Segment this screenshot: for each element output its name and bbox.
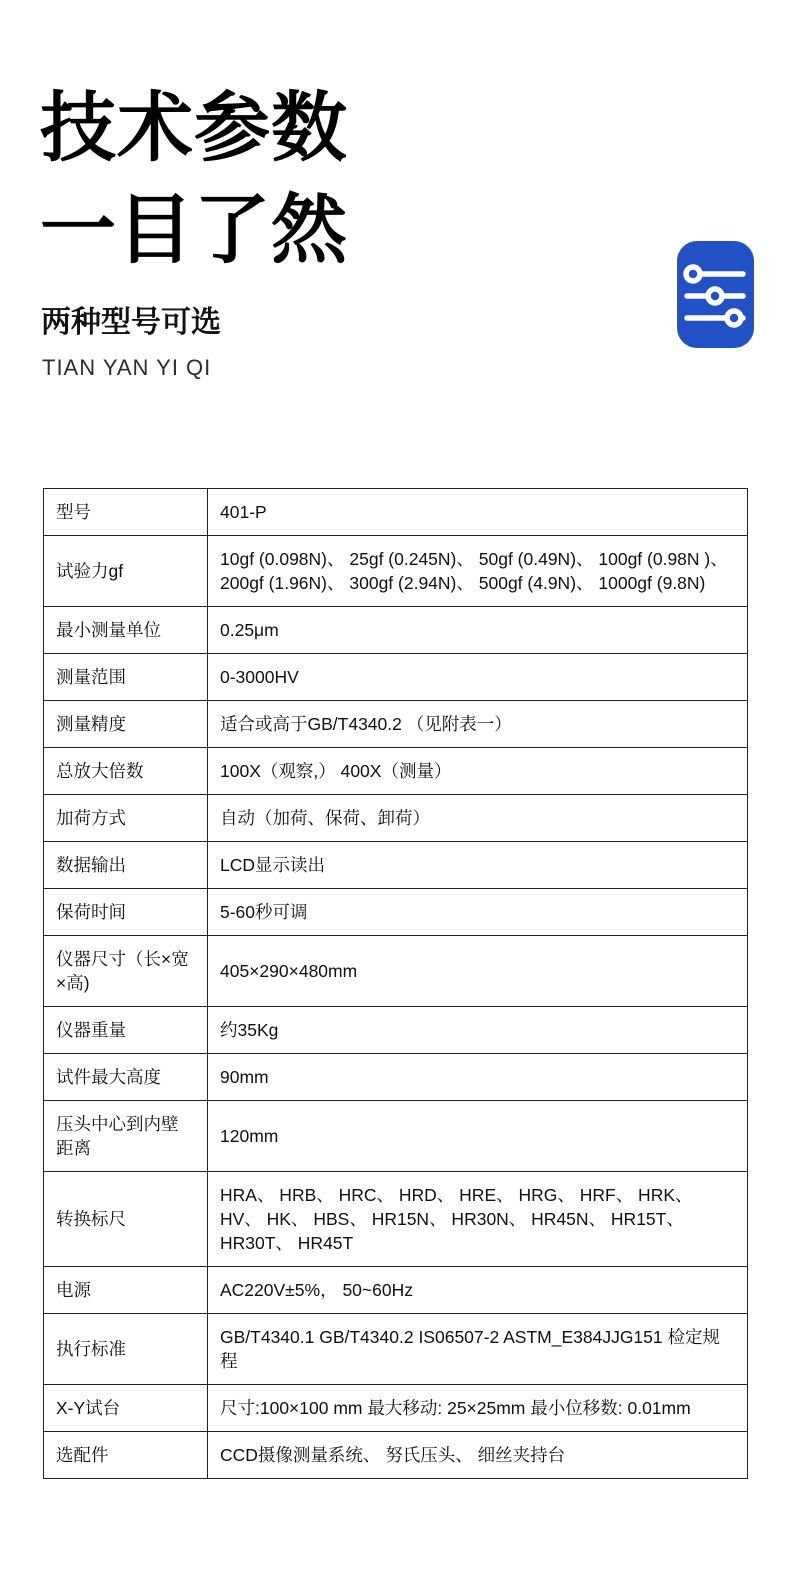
spec-value: AC220V±5%， 50~60Hz: [208, 1267, 748, 1314]
spec-label: 加荷方式: [44, 795, 208, 842]
spec-value: 0.25μm: [208, 607, 748, 654]
table-row: [44, 842, 748, 889]
table-row: [44, 1314, 748, 1385]
spec-label: 仪器尺寸（长×宽×高): [44, 936, 208, 1007]
page-title-line1: 技术参数: [40, 86, 348, 171]
spec-value: LCD显示读出: [208, 842, 748, 889]
table-row: [44, 536, 748, 607]
page-subtitle: 两种型号可选: [41, 306, 221, 339]
page-title: [40, 78, 348, 282]
spec-value: 405×290×480mm: [208, 936, 748, 1007]
spec-label: 数据输出: [44, 842, 208, 889]
spec-value: 401-P: [208, 489, 748, 536]
spec-value: 100X（观察,） 400X（测量）: [208, 748, 748, 795]
spec-label: 测量范围: [44, 654, 208, 701]
spec-value: 120mm: [208, 1101, 748, 1172]
table-row: [44, 1267, 748, 1314]
spec-value: 0-3000HV: [208, 654, 748, 701]
table-row: [44, 654, 748, 701]
spec-value: 尺寸:100×100 mm 最大移动: 25×25mm 最小位移数: 0.01mm: [208, 1385, 748, 1432]
spec-label: 转换标尺: [44, 1172, 208, 1267]
spec-table: [43, 488, 748, 1479]
spec-label: 执行标准: [44, 1314, 208, 1385]
table-row: [44, 1007, 748, 1054]
spec-label: 仪器重量: [44, 1007, 208, 1054]
table-row: [44, 889, 748, 936]
spec-label: 型号: [44, 489, 208, 536]
spec-label: 测量精度: [44, 701, 208, 748]
spec-value: 约35Kg: [208, 1007, 748, 1054]
table-row: [44, 1054, 748, 1101]
table-row: [44, 607, 748, 654]
spec-label: 总放大倍数: [44, 748, 208, 795]
spec-value: HRA、 HRB、 HRC、 HRD、 HRE、 HRG、 HRF、 HRK、 HV、 HK、 HBS、 HR15N、 HR30N、 HR45N、 HR15T、 HR30T、 HR45T: [208, 1172, 748, 1267]
table-row: [44, 795, 748, 842]
spec-label: 电源: [44, 1267, 208, 1314]
table-row: [44, 1385, 748, 1432]
spec-value: 10gf (0.098N)、 25gf (0.245N)、 50gf (0.49N)、 100gf (0.98N )、 200gf (1.96N)、 300gf (2.94N)、 500gf (4.9N)、 1000gf (9.8N): [208, 536, 748, 607]
table-row: [44, 489, 748, 536]
table-row: [44, 748, 748, 795]
spec-label: 最小测量单位: [44, 607, 208, 654]
spec-label: 压头中心到内壁距离: [44, 1101, 208, 1172]
spec-table-body: [44, 489, 748, 1479]
spec-value: 自动（加荷、保荷、卸荷）: [208, 795, 748, 842]
spec-value: 5-60秒可调: [208, 889, 748, 936]
spec-value: GB/T4340.1 GB/T4340.2 IS06507-2 ASTM_E384JJG151 检定规程: [208, 1314, 748, 1385]
table-row: [44, 1172, 748, 1267]
table-row: [44, 701, 748, 748]
brand-text: TIAN YAN YI QI: [42, 355, 212, 380]
spec-label: 试件最大高度: [44, 1054, 208, 1101]
spec-value: 适合或高于GB/T4340.2 （见附表一）: [208, 701, 748, 748]
spec-label: X-Y试台: [44, 1385, 208, 1432]
spec-value: CCD摄像测量系统、 努氏压头、 细丝夹持台: [208, 1432, 748, 1479]
spec-label: 保荷时间: [44, 889, 208, 936]
table-row: [44, 1432, 748, 1479]
spec-value: 90mm: [208, 1054, 748, 1101]
table-row: [44, 1101, 748, 1172]
page-title-line2: 一目了然: [40, 188, 348, 273]
spec-label: 试验力gf: [44, 536, 208, 607]
sliders-icon: [677, 241, 754, 348]
sliders-icon-glyph: [677, 241, 754, 348]
spec-label: 选配件: [44, 1432, 208, 1479]
table-row: [44, 936, 748, 1007]
